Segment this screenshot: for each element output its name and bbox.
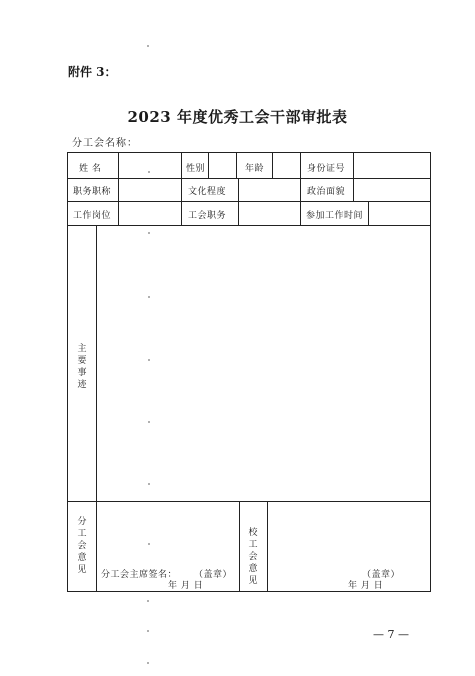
- approval-form-table: [67, 152, 431, 592]
- cell-divider: [267, 501, 268, 591]
- cell-divider: [353, 153, 354, 178]
- chair-signature-label: 分工会主席签名：: [101, 570, 178, 580]
- seal-right-label: （盖章）: [362, 570, 401, 580]
- main-deeds-label: 主要事迹: [77, 344, 87, 390]
- cell-divider: [96, 225, 97, 501]
- cell-divider: [300, 178, 301, 225]
- cell-divider: [300, 153, 301, 178]
- date-left-label: 年 月 日: [168, 581, 204, 591]
- cell-divider: [96, 501, 97, 591]
- row-divider: [68, 178, 430, 179]
- cell-divider: [368, 201, 369, 225]
- age-label: 年龄: [245, 164, 265, 174]
- cell-divider: [239, 501, 240, 591]
- cell-divider: [118, 153, 119, 178]
- scan-speck: [148, 483, 150, 485]
- row-divider: [68, 225, 430, 226]
- name-label: 姓 名: [79, 164, 102, 174]
- school-opinion-label: 校工会意见: [248, 528, 258, 586]
- position-title-label: 职务职称: [73, 187, 112, 197]
- cell-divider: [208, 153, 209, 178]
- work-start-label: 参加工作时间: [306, 211, 364, 221]
- row-divider: [68, 201, 430, 202]
- cell-divider: [236, 153, 237, 178]
- id-number-label: 身份证号: [307, 164, 346, 174]
- attachment-label: 附件 3：: [68, 65, 117, 79]
- cell-divider: [181, 178, 182, 225]
- date-right-label: 年 月 日: [348, 581, 384, 591]
- cell-divider: [181, 153, 182, 178]
- branch-opinion-label: 分工会意见: [77, 517, 87, 575]
- page-title: 2023 年度优秀工会干部审批表: [127, 108, 348, 126]
- seal-left-label: （盖章）: [194, 570, 233, 580]
- cell-divider: [353, 178, 354, 202]
- cell-divider: [272, 153, 273, 178]
- scan-speck: [147, 600, 149, 602]
- branch-union-name-label: 分工会名称：: [72, 138, 138, 149]
- scan-speck: [148, 421, 150, 423]
- scan-speck: [148, 171, 150, 173]
- political-status-label: 政治面貌: [307, 187, 346, 197]
- scan-speck: [148, 296, 150, 298]
- education-label: 文化程度: [188, 187, 227, 197]
- cell-divider: [118, 178, 119, 225]
- scan-speck: [147, 630, 149, 632]
- scan-speck: [147, 45, 149, 47]
- job-post-label: 工作岗位: [73, 211, 112, 221]
- union-post-label: 工会职务: [188, 211, 227, 221]
- scan-speck: [147, 662, 149, 664]
- scan-speck: [148, 232, 150, 234]
- gender-label: 性别: [186, 164, 206, 174]
- page-number: — 7 —: [373, 628, 409, 641]
- scan-speck: [148, 359, 150, 361]
- cell-divider: [238, 178, 239, 225]
- scan-speck: [148, 543, 150, 545]
- row-divider: [68, 501, 430, 502]
